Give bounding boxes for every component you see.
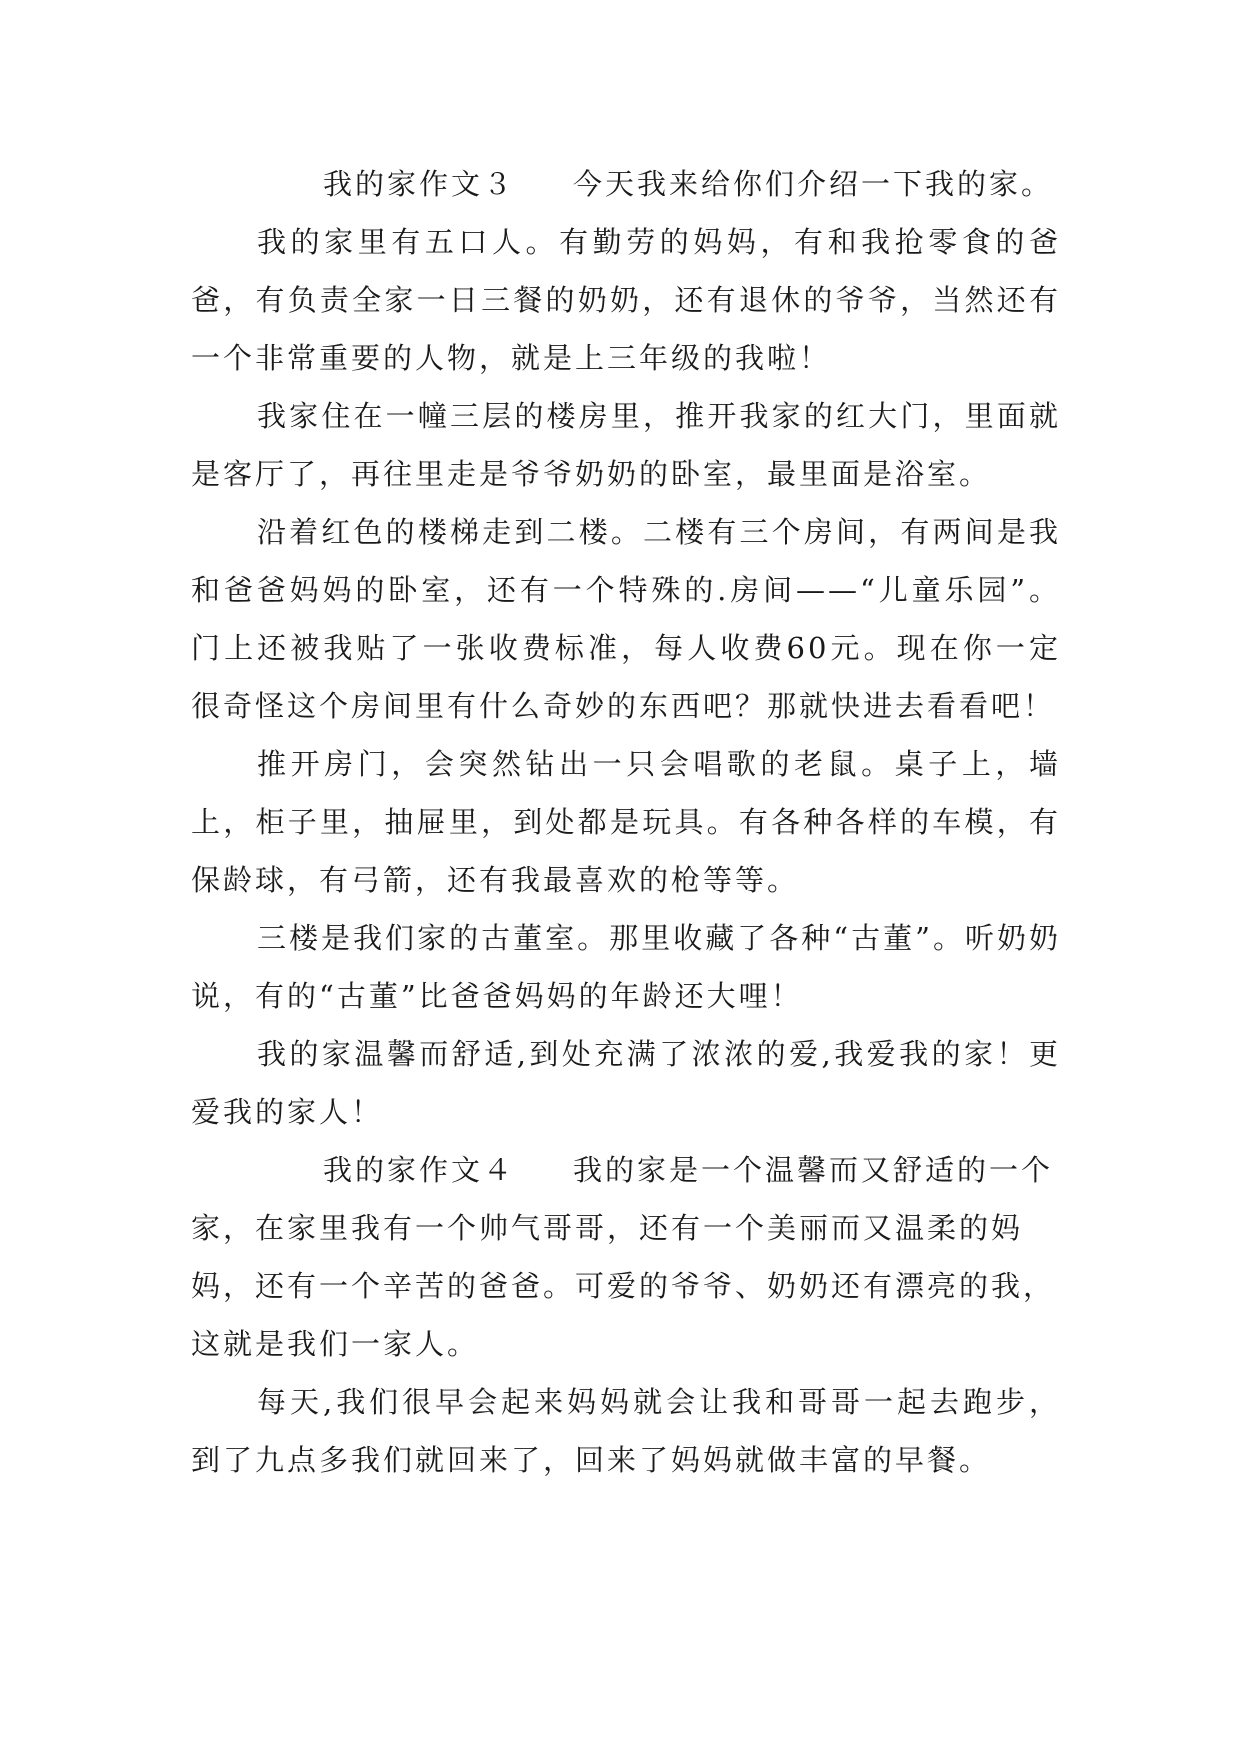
- essay-3-paragraph-2: 我家住在一幢三层的楼房里，推开我家的红大门，里面就是客厅了，再往里走是爷爷奶奶的卧室，最里面是浴室。: [191, 399, 1061, 491]
- essay-3-paragraph-6: 我的家温馨而舒适,到处充满了浓浓的爱,我爱我的家！更爱我的家人！: [191, 1037, 1061, 1129]
- essay-3-paragraph-1: 我的家里有五口人。有勤劳的妈妈，有和我抢零食的爸爸，有负责全家一日三餐的奶奶，还有退休的爷爷，当然还有一个非常重要的人物，就是上三年级的我啦！: [191, 225, 1061, 375]
- essay-4-heading-line: [191, 1141, 1061, 1373]
- essay-3-paragraph-5: 三楼是我们家的古董室。那里收藏了各种“古董”。听奶奶说，有的“古董”比爸爸妈妈的年龄还大哩！: [191, 921, 1061, 1013]
- essay-3-intro: 今天我来给你们介绍一下我的家。: [573, 167, 1054, 201]
- essay-4-title: 我的家作文４: [323, 1153, 516, 1187]
- essay-3-heading-line: [191, 155, 1061, 213]
- document-body: [191, 155, 1061, 1489]
- essay-4-paragraph-1: 每天,我们很早会起来妈妈就会让我和哥哥一起去跑步，到了九点多我们就回来了，回来了妈妈就做丰富的早餐。: [191, 1385, 1061, 1477]
- essay-3-title: 我的家作文３: [323, 167, 516, 201]
- essay-3-paragraph-4: 推开房门，会突然钻出一只会唱歌的老鼠。桌子上，墙上，柜子里，抽屉里，到处都是玩具。有各种各样的车模，有保龄球，有弓箭，还有我最喜欢的枪等等。: [191, 747, 1061, 897]
- essay-4-intro: 我的家是一个温馨而又舒适的一个家，在家里我有一个帅气哥哥，还有一个美丽而又温柔的妈妈，还有一个辛苦的爸爸。可爱的爷爷、奶奶还有漂亮的我，这就是我们一家人。: [191, 1153, 1056, 1361]
- essay-3-paragraph-3: 沿着红色的楼梯走到二楼。二楼有三个房间，有两间是我和爸爸妈妈的卧室，还有一个特殊的.房间——“儿童乐园”。门上还被我贴了一张收费标准，每人收费60元。现在你一定很奇怪这个房间里有什么奇妙的东西吧？那就快进去看看吧！: [191, 515, 1061, 723]
